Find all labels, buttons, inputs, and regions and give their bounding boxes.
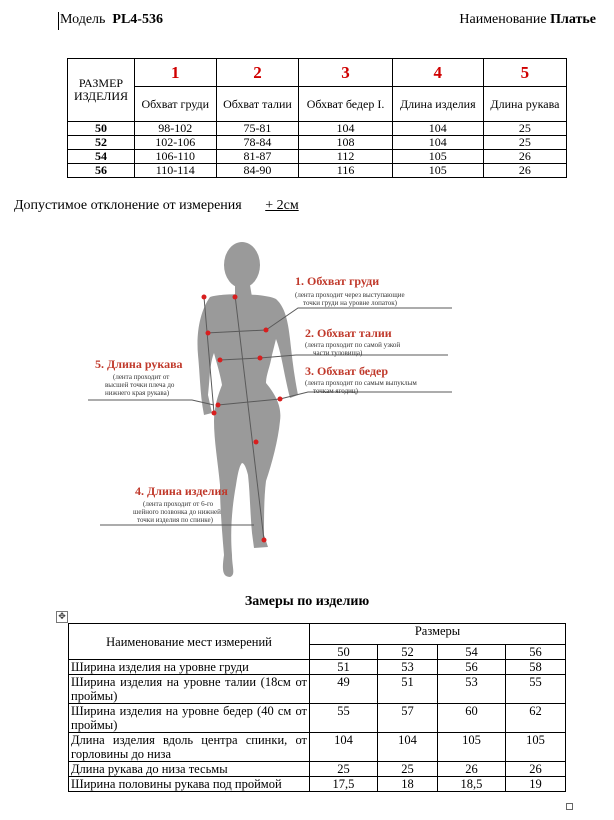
label-sleeve-note3: нижнего края рукава)	[105, 389, 170, 397]
label-length-title: 4. Длина изделия	[135, 484, 228, 498]
size-col-header: 54	[437, 645, 505, 660]
table-row: 56 110-114 84-90 116 105 26	[68, 164, 567, 178]
size-col-header: 50	[310, 645, 378, 660]
model-value: PL4-536	[112, 12, 163, 27]
product-name-line	[459, 12, 596, 28]
column-header-chest: Обхват груди	[135, 87, 217, 122]
move-handle-icon[interactable]: ✥	[56, 611, 68, 623]
label-length-note2: шейного позвонка до нижней	[133, 508, 221, 516]
measurements-table	[68, 623, 566, 792]
size-chart-table	[67, 58, 567, 178]
measurements-title: Замеры по изделию	[244, 594, 370, 609]
table-row: Ширина изделия на уровне груди 51 53 56 58	[69, 660, 566, 675]
size-header-cell: РАЗМЕР ИЗДЕЛИЯ	[68, 59, 135, 122]
label-waist-note2: части туловища)	[313, 349, 363, 357]
table-row: Ширина изделия на уровне бедер (40 см от проймы) 55 57 60 62	[69, 704, 566, 733]
label-chest-note: (лента проходит через выступающие	[295, 291, 405, 299]
table-row: Длина рукава до низа тесьмы 25 25 26 26	[69, 762, 566, 777]
label-sleeve-note2: высшей точки плеча до	[105, 381, 175, 389]
size-col-header: 52	[377, 645, 437, 660]
label-hips-note2: точкам ягодиц)	[313, 387, 358, 395]
table-row: Ширина половины рукава под проймой 17,5 18 18,5 19	[69, 777, 566, 792]
label-length-note3: точки изделия по спинке)	[137, 516, 213, 524]
size-col-header: 56	[505, 645, 565, 660]
model-line	[60, 12, 163, 28]
label-hips-title: 3. Обхват бедер	[305, 364, 389, 378]
table-row: 50 98-102 75-81 104 104 25	[68, 122, 567, 136]
text-cursor	[58, 12, 59, 30]
column-header-waist: Обхват талии	[216, 87, 299, 122]
label-waist-title: 2. Обхват талии	[305, 326, 392, 340]
product-name-value: Платье	[550, 12, 596, 27]
sizes-header-cell: Размеры	[310, 624, 566, 645]
label-hips-note: (лента проходит по самым выпуклым	[305, 379, 417, 387]
table-row: Ширина изделия на уровне талии (18см от проймы) 49 51 53 55	[69, 675, 566, 704]
column-number-1: 1	[135, 59, 217, 87]
label-chest-note2: точки груди на уровне лопаток)	[303, 299, 397, 307]
label-sleeve-note: (лента проходит от	[113, 373, 170, 381]
table-row: 54 106-110 81-87 112 105 26	[68, 150, 567, 164]
tolerance-note	[14, 198, 299, 214]
table-resize-handle-icon[interactable]	[566, 803, 573, 810]
table-row: 52 102-106 78-84 108 104 25	[68, 136, 567, 150]
column-number-5: 5	[483, 59, 566, 87]
table-row: Длина изделия вдоль центра спинки, от горловины до низа 104 104 105 105	[69, 733, 566, 762]
column-header-sleeve: Длина рукава	[483, 87, 566, 122]
label-waist-note: (лента проходит по самой узкой	[305, 341, 401, 349]
body-silhouette	[198, 242, 299, 577]
column-number-4: 4	[392, 59, 483, 87]
column-header-hips: Обхват бедер I.	[299, 87, 392, 122]
tolerance-text: Допустимое отклонение от измерения	[14, 198, 242, 213]
label-chest-title: 1. Обхват груди	[295, 274, 380, 288]
product-name-label: Наименование	[459, 12, 547, 27]
measurement-figure	[80, 235, 460, 580]
place-header-cell: Наименование мест измерений	[69, 624, 310, 660]
label-length-note: (лента проходит от 6-го	[143, 500, 214, 508]
tolerance-value: + 2см	[265, 198, 299, 213]
column-number-3: 3	[299, 59, 392, 87]
column-number-2: 2	[216, 59, 299, 87]
label-sleeve-title: 5. Длина рукава	[95, 357, 183, 371]
model-label: Модель	[60, 12, 106, 27]
column-header-length: Длина изделия	[392, 87, 483, 122]
